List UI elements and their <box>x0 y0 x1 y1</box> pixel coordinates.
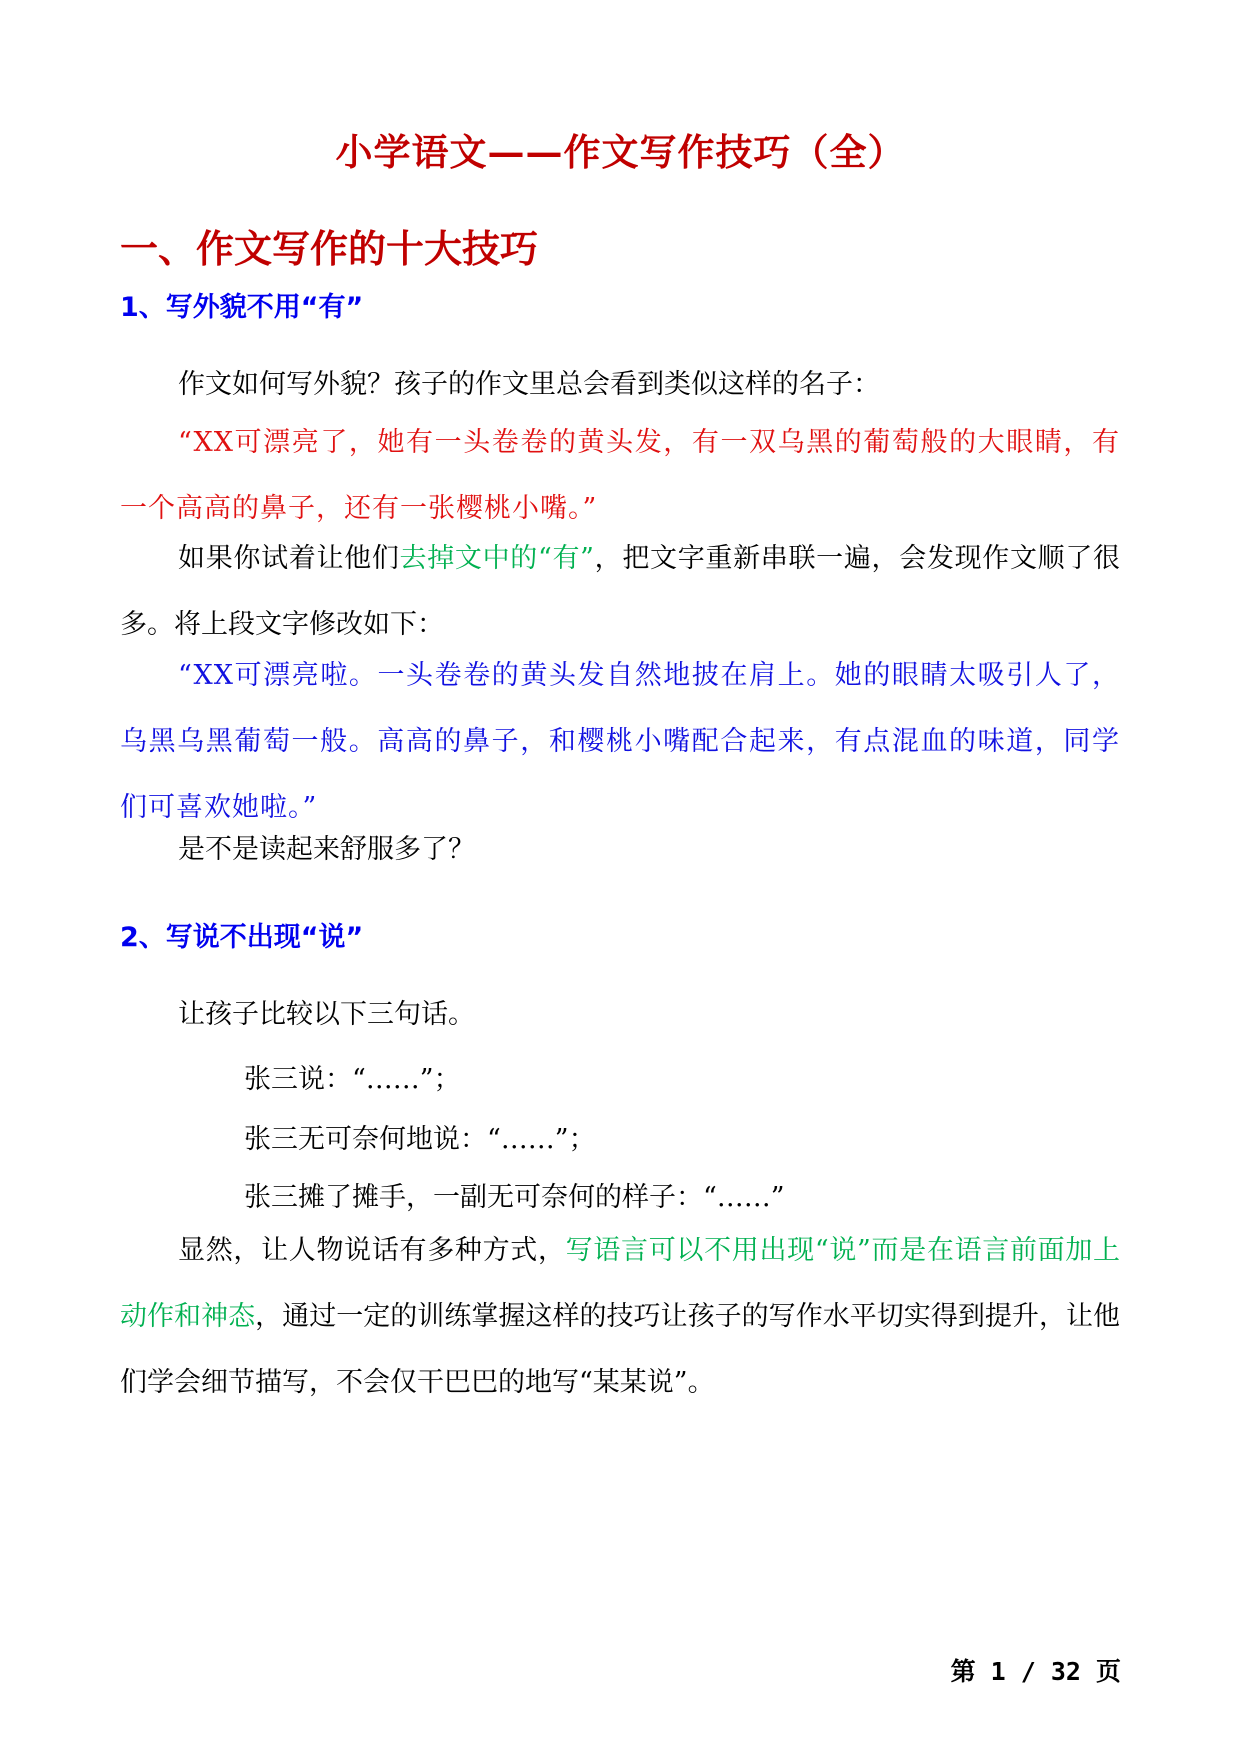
document-title: 小学语文——作文写作技巧（全） <box>335 130 906 174</box>
tip1-intro: 作文如何写外貌？孩子的作文里总会看到类似这样的名子： <box>178 369 880 400</box>
tip1-closing: 是不是读起来舒服多了？ <box>178 834 475 865</box>
tip2-intro: 让孩子比较以下三句话。 <box>178 999 475 1030</box>
tip1-advice-highlight: 去掉文中的“有” <box>399 543 594 574</box>
tip1-heading: 1、写外貌不用“有” <box>120 292 364 323</box>
tip1-example-after: “XX可漂亮啦。一头卷卷的黄头发自然地披在肩上。她的眼睛太吸引人了，乌黑乌黑葡萄一般。高高的鼻子，和樱桃小嘴配合起来，有点混血的味道，同学们可喜欢她啦。” <box>120 660 1120 823</box>
tip2-heading: 2、写说不出现“说” <box>120 922 364 953</box>
tip1-advice-post: ，把文字重新串联一遍，会发现作文顺了很多。将上段文字修改如下： <box>120 543 1121 640</box>
tip2-conclusion-post: ，通过一定的训练掌握这样的技巧让孩子的写作水平切实得到提升，让他们学会细节描写，不会仅干巴巴的地写“某某说”。 <box>120 1301 1121 1398</box>
tip2-example-2: 张三无可奈何地说：“……”； <box>244 1124 596 1155</box>
tip2-conclusion-pre: 显然，让人物说话有多种方式， <box>178 1235 566 1266</box>
section-heading: 一、作文写作的十大技巧 <box>120 226 539 271</box>
tip2-conclusion-highlight: 写语言可以不用出现“说”而是在语言前面加上动作和神态 <box>120 1235 1121 1332</box>
page-number: 第 1 / 32 页 <box>950 1657 1121 1686</box>
tip2-example-3: 张三摊了摊手，一副无可奈何的样子：“……” <box>244 1182 785 1213</box>
tip1-advice-pre: 如果你试着让他们 <box>178 543 400 574</box>
tip1-example-before: “XX可漂亮了，她有一头卷卷的黄头发，有一双乌黑的葡萄般的大眼睛，有一个高高的鼻子，还有一张樱桃小嘴。” <box>120 427 1120 524</box>
tip1-advice <box>120 526 1120 658</box>
tip2-example-1: 张三说：“……”； <box>244 1064 461 1095</box>
tip2-conclusion <box>120 1218 1120 1416</box>
